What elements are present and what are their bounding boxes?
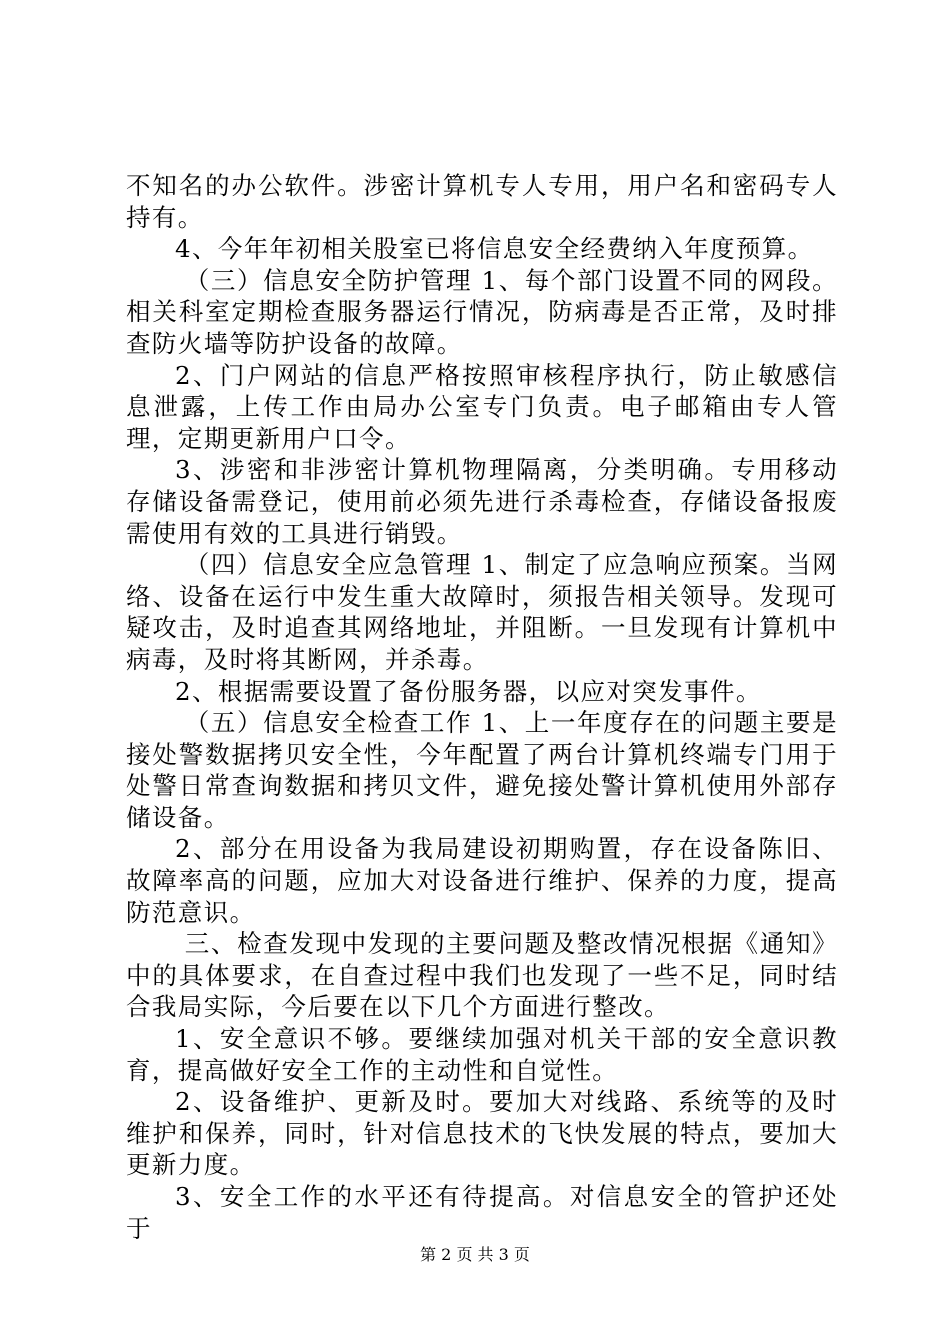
paragraph-physical-isolation: 3、涉密和非涉密计算机物理隔离，分类明确。专用移动存储设备需登记，使用前必须先进行杀毒检查，存储设备报废需使用有效的工具进行销毁。 (126, 455, 838, 548)
paragraph-budget: 4、今年年初相关股室已将信息安全经费纳入年度预算。 (175, 234, 814, 264)
paragraph-section-three-issues: 三、检查发现中发现的主要问题及整改情况根据《通知》中的具体要求，在自查过程中我们也发现了一些不足，同时结合我局实际，今后要在以下几个方面进行整改。 (126, 929, 838, 1022)
page-number-footer: 第 2 页 共 3 页 (420, 1245, 530, 1264)
paragraph-continuation: 不知名的办公软件。涉密计算机专人专用，用户名和密码专人持有。 (126, 171, 838, 232)
paragraph-web-portal: 2、门户网站的信息严格按照审核程序执行，防止敏感信息泄露，上传工作由局办公室专门负责。电子邮箱由专人管理，定期更新用户口令。 (126, 360, 838, 453)
paragraph-old-equipment: 2、部分在用设备为我局建设初期购置，存在设备陈旧、故障率高的问题，应加大对设备进行维护、保养的力度，提高防范意识。 (126, 834, 838, 927)
paragraph-section-4-emergency: （四）信息安全应急管理 1、制定了应急响应预案。当网络、设备在运行中发生重大故障时，须报告相关领导。发现可疑攻击，及时追查其网络地址，并阻断。一旦发现有计算机中病毒，及时将其断网，并杀毒。 (126, 550, 838, 674)
paragraph-section-3-protection: （三）信息安全防护管理 1、每个部门设置不同的网段。相关科室定期检查服务器运行情况，防病毒是否正常，及时排查防火墙等防护设备的故障。 (126, 265, 838, 358)
paragraph-awareness: 1、安全意识不够。要继续加强对机关干部的安全意识教育，提高做好安全工作的主动性和自觉性。 (126, 1024, 838, 1085)
paragraph-security-level: 3、安全工作的水平还有待提高。对信息安全的管护还处于 (126, 1182, 838, 1243)
document-body (126, 170, 838, 1244)
paragraph-maintenance: 2、设备维护、更新及时。要加大对线路、系统等的及时维护和保养，同时，针对信息技术的飞快发展的特点，要加大更新力度。 (126, 1087, 838, 1180)
paragraph-section-5-inspection: （五）信息安全检查工作 1、上一年度存在的问题主要是接处警数据拷贝安全性，今年配置了两台计算机终端专门用于处警日常查询数据和拷贝文件，避免接处警计算机使用外部存储设备。 (126, 708, 838, 832)
paragraph-backup-server: 2、根据需要设置了备份服务器，以应对突发事件。 (175, 676, 762, 706)
